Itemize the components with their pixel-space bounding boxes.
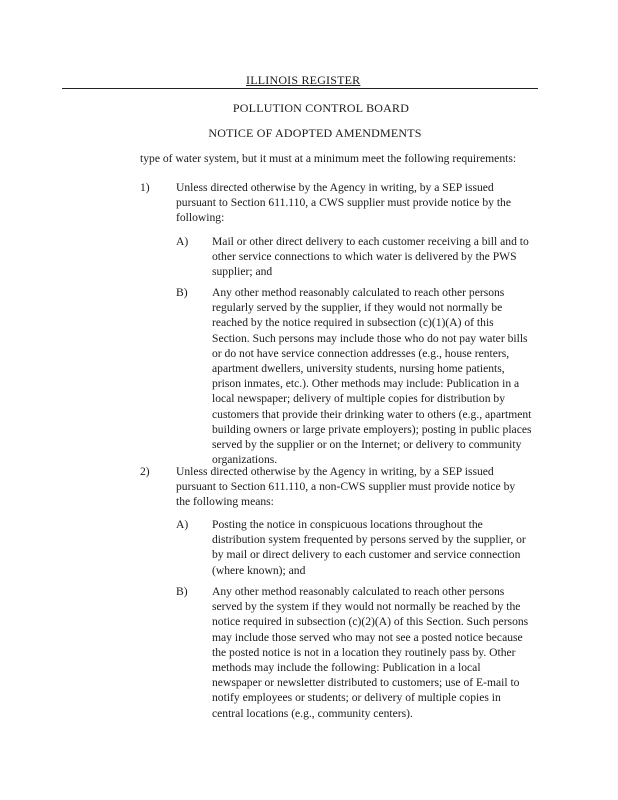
item-2-text: Unless directed otherwise by the Agency in writing, by a SEP issued pursuant to Section 611.110, a non-CWS supplier must provide notice by the following means: bbox=[176, 465, 516, 509]
header-rule bbox=[62, 88, 538, 89]
notice-title: NOTICE OF ADOPTED AMENDMENTS bbox=[208, 126, 422, 140]
item-1b-label: B) bbox=[176, 286, 188, 299]
item-1b-text: Any other method reasonably calculated to reach other persons regularly served by the supplier, if they would not normally be reached by the notice required in subsection (c)(1)(A) of this Section. Such persons may include those who do not pay water bills or do not have service connection addresses (e.g., house renters, apartment dwellers, university students, nursing home patients, prison inmates, etc.). Other methods may include: Publication in a local newspaper; delivery of multiple copies for distribution by customers that provide their drinking water to others (e.g., apartment building owners or large private employers); posting in public places served by the supplier or on the Internet; or delivery to community organizations. bbox=[212, 286, 532, 467]
item-2-label: 2) bbox=[140, 465, 150, 478]
item-2a-label: A) bbox=[176, 518, 189, 531]
agency-title: POLLUTION CONTROL BOARD bbox=[232, 101, 410, 115]
item-2b-text: Any other method reasonably calculated to reach other persons served by the system if they would not normally be reached by the notice required in subsection (c)(2)(A) of this Section. Such persons may include those served who may not see a posted notice because the posted notice is not in a location they routinely pass by. Other methods may include the following: Publication in a local newspaper or newsletter distributed to customers; use of E-mail to notify employees or students; or delivery of multiple copies in central locations (e.g., community centers). bbox=[212, 585, 529, 720]
item-1-text: Unless directed otherwise by the Agency in writing, by a SEP issued pursuant to Section 611.110, a CWS supplier must provide notice by the following: bbox=[176, 181, 511, 225]
item-1a-text: Mail or other direct delivery to each customer receiving a bill and to other service connections to which water is delivered by the PWS supplier; and bbox=[212, 235, 529, 279]
item-2b-label: B) bbox=[176, 585, 188, 598]
item-1a-label: A) bbox=[176, 235, 189, 248]
register-title: ILLINOIS REGISTER bbox=[246, 73, 361, 87]
item-2a-text: Posting the notice in conspicuous locations throughout the distribution system frequented by persons served by the supplier, or by mail or direct delivery to each customer and service connection (where known); and bbox=[212, 518, 526, 577]
item-1-label: 1) bbox=[140, 181, 150, 194]
intro-paragraph: type of water system, but it must at a minimum meet the following requirements: bbox=[140, 152, 517, 165]
